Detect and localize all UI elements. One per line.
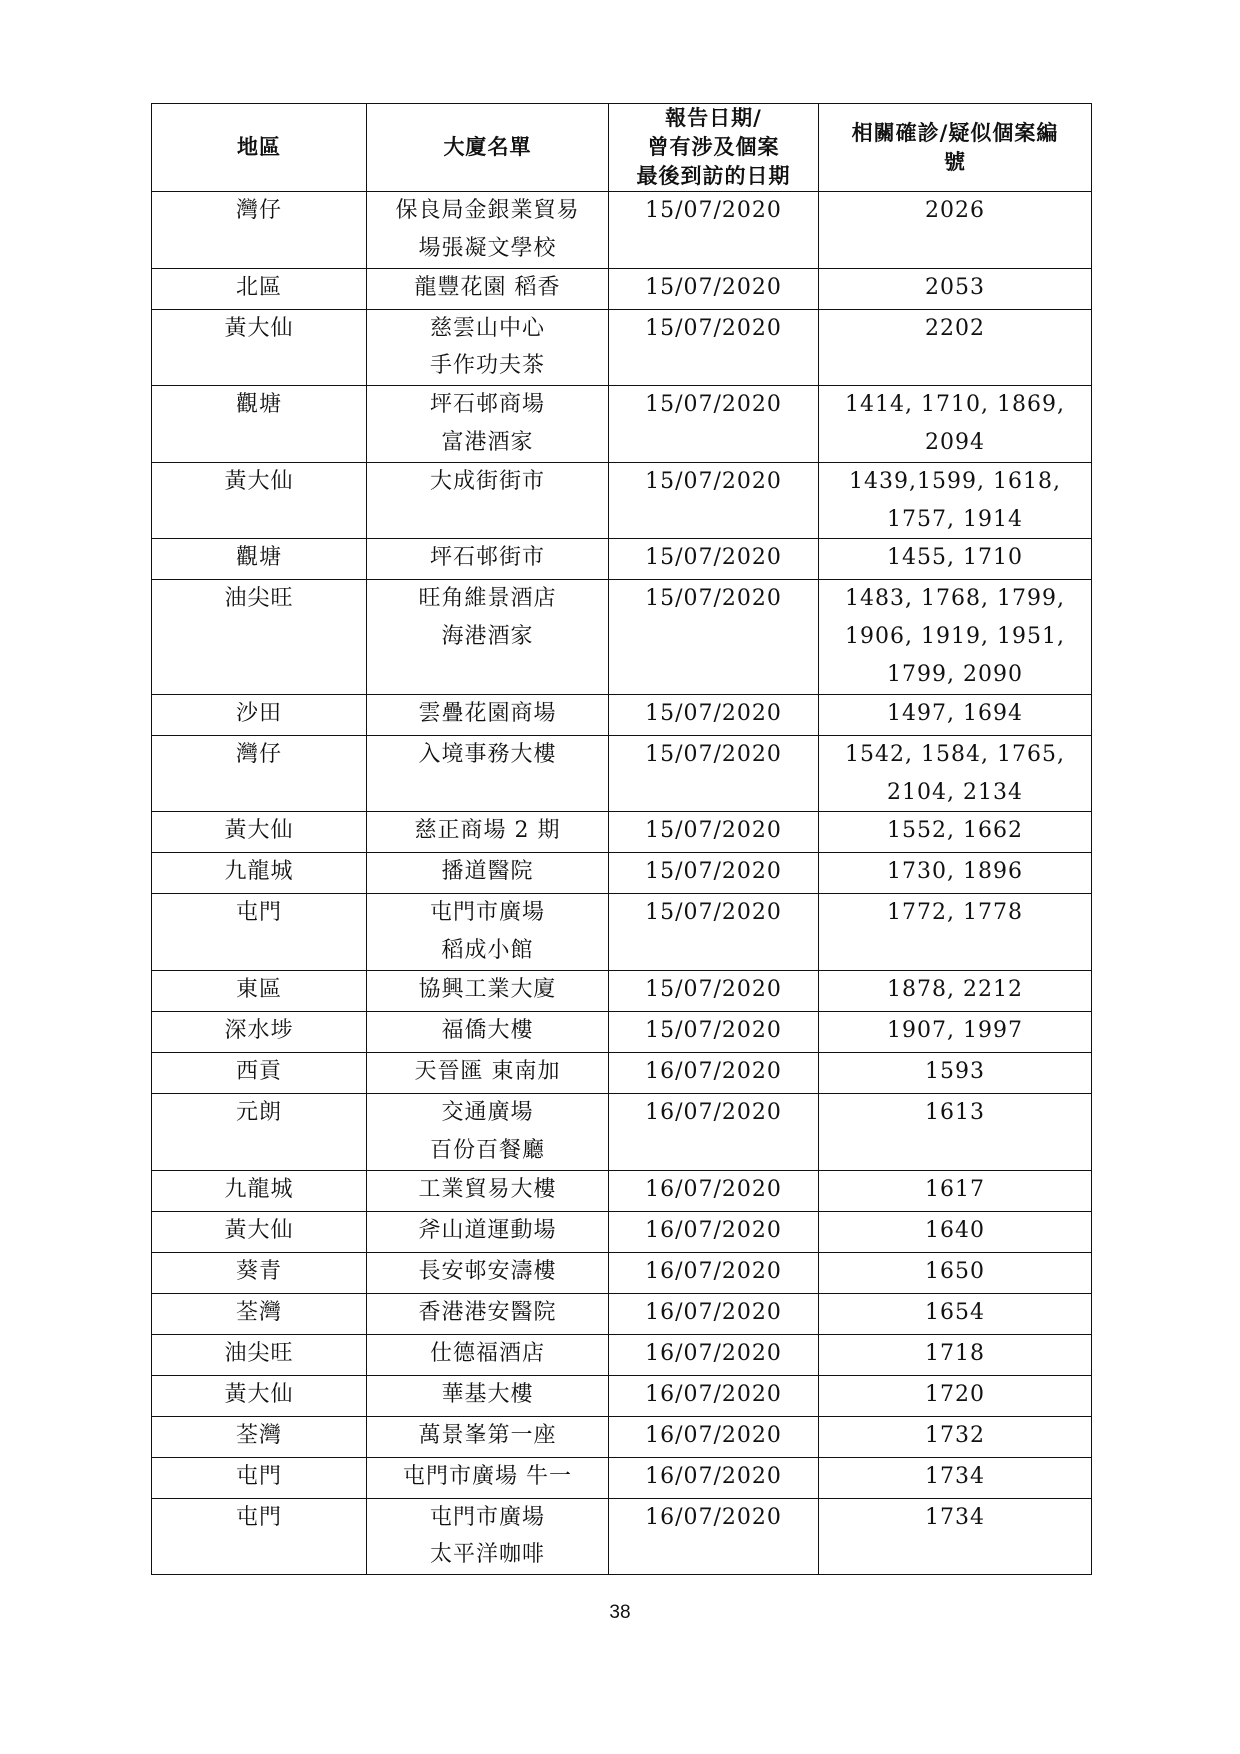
text-line: 1718	[925, 1340, 985, 1366]
text-line: 龍豐花園 稻香	[414, 274, 561, 300]
text-line: 15/07/2020	[645, 198, 782, 223]
text-line: 油尖旺	[224, 1340, 294, 1366]
text-line: 屯門市廣場	[429, 900, 545, 926]
cell-cases	[819, 309, 1092, 386]
cell-building	[367, 1457, 609, 1498]
text-line: 曾有涉及個案	[647, 135, 780, 159]
text-line: 15/07/2020	[645, 1017, 782, 1043]
cell-building	[367, 1252, 609, 1293]
text-line: 黃大仙	[224, 1381, 294, 1407]
table-row	[152, 1293, 1092, 1334]
cell-cases	[819, 1457, 1092, 1498]
cell-cases	[819, 1211, 1092, 1252]
cell-cases	[819, 1498, 1092, 1575]
text-line: 最後到訪的日期	[636, 164, 791, 188]
cell-district	[152, 694, 367, 735]
cell-district	[152, 386, 367, 463]
cell-cases	[819, 539, 1092, 580]
text-line: 16/07/2020	[645, 1217, 782, 1243]
text-line: 保良局金銀業貿易	[395, 198, 580, 223]
text-line: 深水埗	[224, 1017, 294, 1043]
table-row	[152, 1170, 1092, 1211]
text-line: 15/07/2020	[645, 315, 782, 341]
cell-date	[609, 1252, 819, 1293]
cell-cases	[819, 580, 1092, 694]
table-row	[152, 694, 1092, 735]
table-row	[152, 462, 1092, 539]
text-line: 屯門市廣場	[429, 1504, 545, 1530]
cell-date	[609, 694, 819, 735]
header-cases	[819, 104, 1092, 192]
table-row	[152, 970, 1092, 1011]
cell-district	[152, 853, 367, 894]
cell-district	[152, 1457, 367, 1498]
cell-building	[367, 1170, 609, 1211]
cell-building	[367, 894, 609, 971]
text-line: 1552, 1662	[887, 818, 1023, 844]
text-line: 1497, 1694	[887, 700, 1023, 726]
cell-date	[609, 1416, 819, 1457]
text-line: 北區	[235, 274, 282, 300]
table-row	[152, 1416, 1092, 1457]
cell-cases	[819, 970, 1092, 1011]
table-row	[152, 1093, 1092, 1170]
cell-district	[152, 462, 367, 539]
cell-date	[609, 1293, 819, 1334]
cell-date	[609, 1093, 819, 1170]
cell-district	[152, 309, 367, 386]
text-line: 仕德福酒店	[429, 1340, 545, 1366]
cell-building	[367, 1211, 609, 1252]
text-line: 百份百餐廳	[429, 1137, 545, 1163]
building-list-table	[151, 103, 1092, 1575]
text-line: 相關確診/疑似個案編	[851, 120, 1059, 145]
cell-building	[367, 1498, 609, 1575]
cell-cases	[819, 268, 1092, 309]
cell-date	[609, 1334, 819, 1375]
text-line: 入境事務大樓	[418, 741, 557, 767]
text-line: 屯門	[235, 1463, 282, 1489]
cell-building	[367, 309, 609, 386]
text-line: 東區	[235, 976, 282, 1002]
text-line: 1757, 1914	[887, 506, 1023, 532]
text-line: 1799, 2090	[887, 661, 1023, 687]
table-row	[152, 1457, 1092, 1498]
text-line: 慈雲山中心	[429, 315, 545, 341]
text-line: 16/07/2020	[645, 1058, 782, 1084]
cell-district	[152, 192, 367, 269]
cell-cases	[819, 1052, 1092, 1093]
table-row	[152, 539, 1092, 580]
table-row	[152, 386, 1092, 463]
text-line: 1483, 1768, 1799,	[845, 586, 1065, 612]
text-line: 黃大仙	[224, 1217, 294, 1243]
cell-date	[609, 1011, 819, 1052]
cell-cases	[819, 812, 1092, 853]
text-line: 號	[944, 149, 966, 174]
cell-cases	[819, 192, 1092, 269]
cell-building	[367, 1375, 609, 1416]
text-line: 慈正商場 2 期	[414, 818, 561, 844]
text-line: 2026	[925, 198, 985, 223]
text-line: 屯門	[235, 1504, 282, 1530]
table-row	[152, 1375, 1092, 1416]
text-line: 2202	[925, 315, 985, 341]
cell-date	[609, 192, 819, 269]
text-line: 屯門市廣場 牛一	[403, 1463, 572, 1489]
cell-district	[152, 1170, 367, 1211]
cell-cases	[819, 386, 1092, 463]
cell-district	[152, 1252, 367, 1293]
text-line: 交通廣場	[441, 1099, 534, 1125]
cell-district	[152, 539, 367, 580]
cell-date	[609, 970, 819, 1011]
table-row	[152, 853, 1092, 894]
page-number: 38	[609, 1602, 631, 1623]
text-line: 協興工業大廈	[418, 976, 557, 1002]
cell-building	[367, 386, 609, 463]
cell-district	[152, 1011, 367, 1052]
text-line: 1613	[925, 1099, 985, 1125]
table-row	[152, 735, 1092, 812]
text-line: 15/07/2020	[645, 274, 782, 300]
cell-district	[152, 1375, 367, 1416]
text-line: 黃大仙	[224, 818, 294, 844]
text-line: 1734	[925, 1504, 985, 1530]
table-row	[152, 192, 1092, 269]
cell-district	[152, 1293, 367, 1334]
text-line: 灣仔	[235, 741, 282, 767]
text-line: 萬景峯第一座	[418, 1422, 557, 1448]
cell-building	[367, 694, 609, 735]
table-body	[152, 192, 1092, 1575]
text-line: 大成街街市	[429, 468, 545, 494]
text-line: 大廈名單	[443, 135, 532, 159]
cell-cases	[819, 1170, 1092, 1211]
text-line: 西貢	[235, 1058, 282, 1084]
cell-date	[609, 1375, 819, 1416]
text-line: 地區	[237, 135, 281, 159]
text-line: 1878, 2212	[887, 976, 1023, 1002]
text-line: 海港酒家	[441, 624, 534, 650]
text-line: 16/07/2020	[645, 1422, 782, 1448]
cell-date	[609, 1170, 819, 1211]
cell-district	[152, 812, 367, 853]
text-line: 雲疊花園商場	[418, 700, 557, 726]
text-line: 2094	[925, 429, 985, 455]
text-line: 15/07/2020	[645, 741, 782, 767]
header-building	[367, 104, 609, 192]
text-line: 15/07/2020	[645, 392, 782, 418]
text-line: 灣仔	[235, 198, 282, 223]
table-row	[152, 268, 1092, 309]
cell-building	[367, 970, 609, 1011]
cell-date	[609, 853, 819, 894]
cell-cases	[819, 1293, 1092, 1334]
text-line: 坪石邨街市	[429, 545, 545, 571]
text-line: 15/07/2020	[645, 976, 782, 1002]
cell-cases	[819, 1252, 1092, 1293]
cell-building	[367, 735, 609, 812]
cell-date	[609, 309, 819, 386]
cell-date	[609, 812, 819, 853]
cell-cases	[819, 735, 1092, 812]
cell-district	[152, 894, 367, 971]
cell-building	[367, 539, 609, 580]
text-line: 坪石邨商場	[429, 392, 545, 418]
header-district	[152, 104, 367, 192]
cell-date	[609, 539, 819, 580]
table-row	[152, 1052, 1092, 1093]
cell-district	[152, 970, 367, 1011]
cell-date	[609, 386, 819, 463]
cell-cases	[819, 1093, 1092, 1170]
table-row	[152, 812, 1092, 853]
cell-building	[367, 853, 609, 894]
text-line: 1414, 1710, 1869,	[845, 392, 1065, 418]
text-line: 工業貿易大樓	[418, 1176, 557, 1202]
cell-cases	[819, 1011, 1092, 1052]
cell-date	[609, 580, 819, 694]
cell-building	[367, 1093, 609, 1170]
cell-date	[609, 1052, 819, 1093]
text-line: 16/07/2020	[645, 1258, 782, 1284]
cell-district	[152, 1498, 367, 1575]
cell-cases	[819, 1375, 1092, 1416]
text-line: 九龍城	[224, 1176, 294, 1202]
text-line: 報告日期/	[665, 106, 762, 130]
text-line: 16/07/2020	[645, 1099, 782, 1125]
table-row	[152, 894, 1092, 971]
table-header-row	[152, 104, 1092, 192]
text-line: 太平洋咖啡	[429, 1542, 545, 1568]
text-line: 富港酒家	[441, 429, 534, 455]
text-line: 1906, 1919, 1951,	[845, 624, 1065, 650]
text-line: 1730, 1896	[887, 859, 1023, 885]
cell-building	[367, 192, 609, 269]
cell-date	[609, 268, 819, 309]
cell-date	[609, 735, 819, 812]
text-line: 16/07/2020	[645, 1381, 782, 1407]
cell-cases	[819, 894, 1092, 971]
cell-date	[609, 462, 819, 539]
header-date	[609, 104, 819, 192]
text-line: 播道醫院	[441, 859, 534, 885]
text-line: 16/07/2020	[645, 1299, 782, 1325]
text-line: 16/07/2020	[645, 1504, 782, 1530]
text-line: 1542, 1584, 1765,	[845, 741, 1065, 767]
cell-building	[367, 1011, 609, 1052]
cell-date	[609, 1211, 819, 1252]
text-line: 1907, 1997	[887, 1017, 1023, 1043]
cell-date	[609, 1457, 819, 1498]
table-row	[152, 1334, 1092, 1375]
text-line: 屯門	[235, 900, 282, 926]
cell-district	[152, 1052, 367, 1093]
cell-cases	[819, 1334, 1092, 1375]
text-line: 斧山道運動場	[418, 1217, 557, 1243]
text-line: 2104, 2134	[887, 779, 1023, 805]
cell-district	[152, 1334, 367, 1375]
cell-cases	[819, 462, 1092, 539]
text-line: 黃大仙	[224, 468, 294, 494]
cell-building	[367, 1052, 609, 1093]
text-line: 福僑大樓	[441, 1017, 534, 1043]
cell-district	[152, 1093, 367, 1170]
text-line: 1720	[925, 1381, 985, 1407]
text-line: 長安邨安濤樓	[418, 1258, 557, 1284]
cell-cases	[819, 853, 1092, 894]
text-line: 華基大樓	[441, 1381, 534, 1407]
text-line: 1650	[925, 1258, 985, 1284]
text-line: 15/07/2020	[645, 545, 782, 571]
text-line: 黃大仙	[224, 315, 294, 341]
text-line: 1654	[925, 1299, 985, 1325]
cell-district	[152, 580, 367, 694]
text-line: 1593	[925, 1058, 985, 1084]
text-line: 15/07/2020	[645, 859, 782, 885]
table-row	[152, 1252, 1092, 1293]
cell-building	[367, 462, 609, 539]
text-line: 1640	[925, 1217, 985, 1243]
cell-building	[367, 812, 609, 853]
text-line: 16/07/2020	[645, 1176, 782, 1202]
cell-building	[367, 1334, 609, 1375]
cell-building	[367, 268, 609, 309]
table-row	[152, 1498, 1092, 1575]
text-line: 觀塘	[235, 545, 282, 571]
text-line: 手作功夫茶	[429, 353, 545, 379]
text-line: 觀塘	[235, 392, 282, 418]
cell-district	[152, 735, 367, 812]
text-line: 1734	[925, 1463, 985, 1489]
text-line: 15/07/2020	[645, 900, 782, 926]
text-line: 1617	[925, 1176, 985, 1202]
text-line: 15/07/2020	[645, 700, 782, 726]
table-row	[152, 309, 1092, 386]
text-line: 1732	[925, 1422, 985, 1448]
cell-district	[152, 1211, 367, 1252]
text-line: 元朗	[235, 1099, 282, 1125]
cell-building	[367, 1293, 609, 1334]
text-line: 15/07/2020	[645, 468, 782, 494]
cell-district	[152, 1416, 367, 1457]
cell-date	[609, 894, 819, 971]
cell-building	[367, 580, 609, 694]
table-row	[152, 580, 1092, 694]
text-line: 荃灣	[235, 1422, 282, 1448]
cell-cases	[819, 694, 1092, 735]
text-line: 1439,1599, 1618,	[849, 468, 1061, 494]
table-row	[152, 1011, 1092, 1052]
cell-building	[367, 1416, 609, 1457]
text-line: 香港港安醫院	[418, 1299, 557, 1325]
text-line: 15/07/2020	[645, 818, 782, 844]
text-line: 1772, 1778	[887, 900, 1023, 926]
cell-district	[152, 268, 367, 309]
text-line: 稻成小館	[441, 938, 534, 964]
text-line: 1455, 1710	[887, 545, 1023, 571]
table-row	[152, 1211, 1092, 1252]
text-line: 場張凝文學校	[418, 235, 557, 261]
text-line: 2053	[925, 274, 985, 300]
text-line: 油尖旺	[224, 586, 294, 612]
text-line: 旺角維景酒店	[418, 586, 557, 612]
cell-cases	[819, 1416, 1092, 1457]
cell-date	[609, 1498, 819, 1575]
text-line: 沙田	[235, 700, 282, 726]
text-line: 荃灣	[235, 1299, 282, 1325]
text-line: 16/07/2020	[645, 1340, 782, 1366]
text-line: 15/07/2020	[645, 586, 782, 612]
text-line: 天晉匯 東南加	[414, 1058, 561, 1084]
text-line: 九龍城	[224, 859, 294, 885]
text-line: 16/07/2020	[645, 1463, 782, 1489]
text-line: 葵青	[235, 1258, 282, 1284]
